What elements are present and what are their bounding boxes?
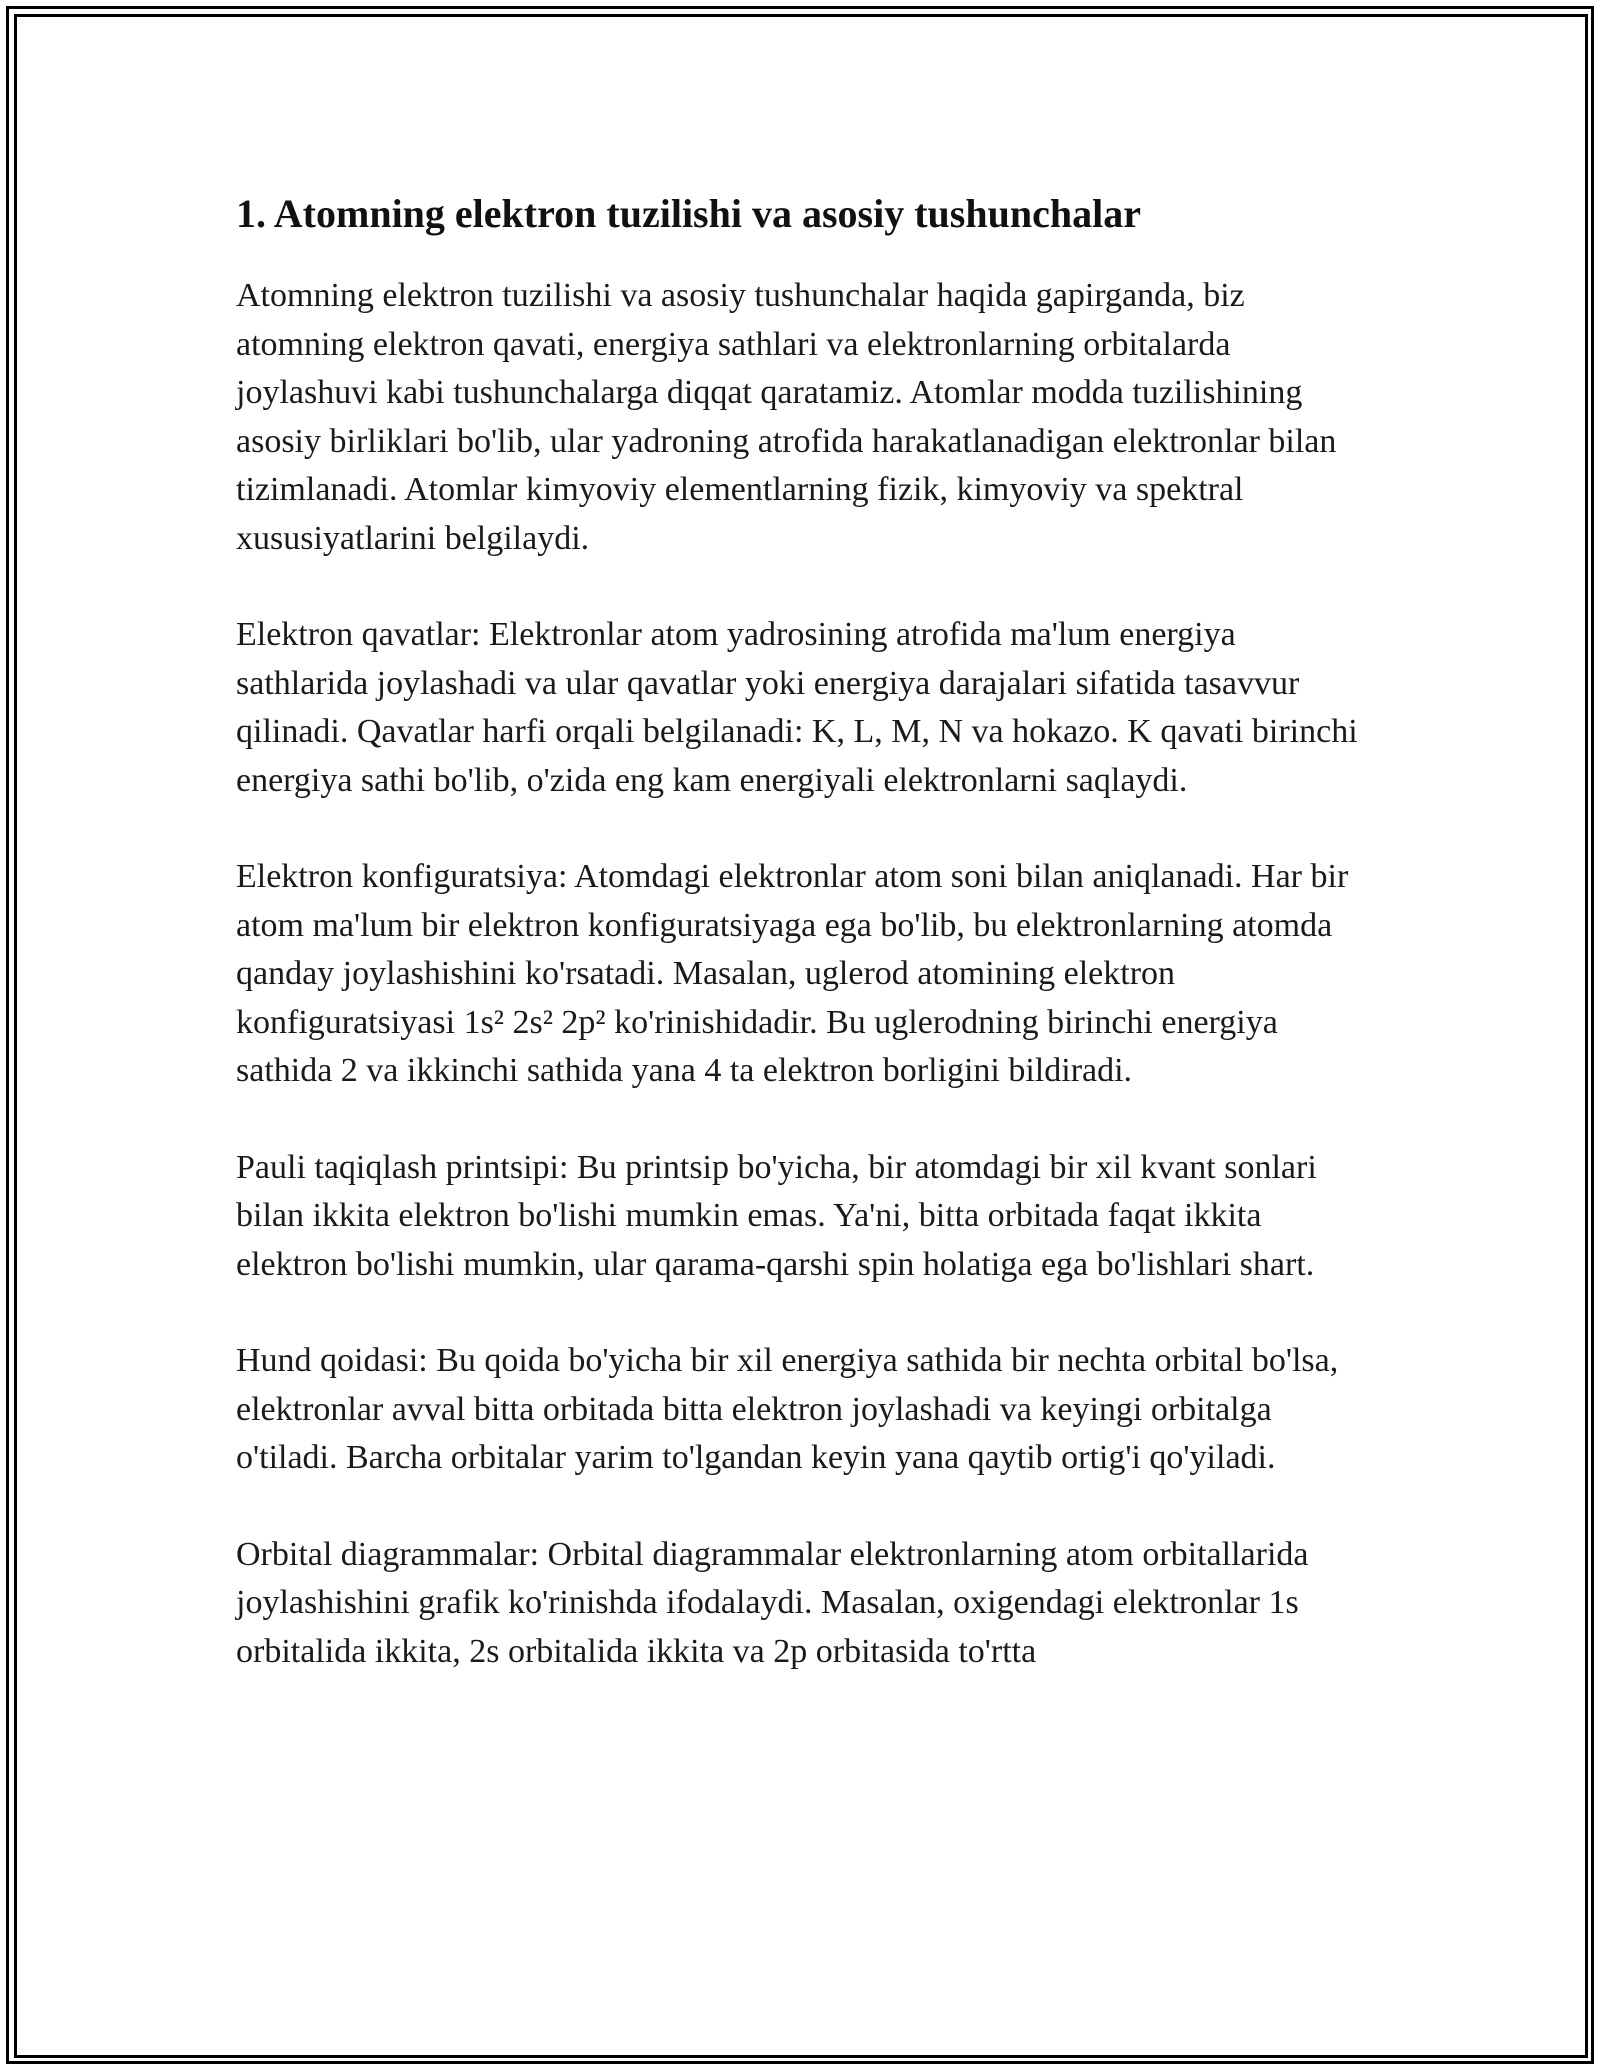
section-heading: 1. Atomning elektron tuzilishi va asosiy tushunchalar — [236, 191, 1141, 236]
paragraph-electron-configuration: Elektron konfiguratsiya: Atomdagi elektronlar atom soni bilan aniqlanadi. Har bir atom ma'lum bir elektron konfiguratsiyaga ega bo'lib, bu elektronlarning atomda qanday joylashishini ko'rsatadi. Masalan, uglerod atomining elektron konfiguratsiyasi 1s² 2s² 2p² ko'rinishidadir. Bu uglerodning birinchi energiya sathida 2 va ikkinchi sathida yana 4 ta elektron borligini bildiradi. — [236, 858, 1349, 1089]
paragraph-orbital-diagrams: Orbital diagrammalar: Orbital diagrammalar elektronlarning atom orbitallarida joylashishini grafik ko'rinishda ifodalaydi. Masalan, oxigendagi elektronlar 1s orbitalida ikkita, 2s orbitalida ikkita va 2p orbitasida to'rtta — [236, 1535, 1309, 1670]
document-body — [236, 186, 1366, 1676]
paragraph-pauli-principle: Pauli taqiqlash printsipi: Bu printsip bo'yicha, bir atomdagi bir xil kvant sonlari bilan ikkita elektron bo'lishi mumkin emas. Ya'ni, bitta orbitada faqat ikkita elektron bo'lishi mumkin, ular qarama-qarshi spin holatiga ega bo'lishlari shart. — [236, 1148, 1317, 1283]
paragraph-hund-rule: Hund qoidasi: Bu qoida bo'yicha bir xil energiya sathida bir nechta orbital bo'lsa, elektronlar avval bitta orbitada bitta elektron joylashadi va keyingi orbitalga o'tiladi. Barcha orbitalar yarim to'lgandan keyin yana qaytib ortig'i qo'yiladi. — [236, 1342, 1339, 1476]
paragraph-intro: Atomning elektron tuzilishi va asosiy tushunchalar haqida gapirganda, biz atomning elektron qavati, energiya sathlari va elektronlarning orbitalarda joylashuvi kabi tushunchalarga diqqat qaratamiz. Atomlar modda tuzilishining asosiy birliklari bo'lib, ular yadroning atrofida harakatlanadigan elektronlar bilan tizimlanadi. Atomlar kimyoviy elementlarning fizik, kimyoviy va spektral xususiyatlarini belgilaydi. — [236, 277, 1337, 557]
paragraph-electron-shells: Elektron qavatlar: Elektronlar atom yadrosining atrofida ma'lum energiya sathlarida joylashadi va ular qavatlar yoki energiya darajalari sifatida tasavvur qilinadi. Qavatlar harfi orqali belgilanadi: K, L, M, N va hokazo. K qavati birinchi energiya sathi bo'lib, o'zida eng kam energiyali elektronlarni saqlaydi. — [236, 616, 1358, 799]
